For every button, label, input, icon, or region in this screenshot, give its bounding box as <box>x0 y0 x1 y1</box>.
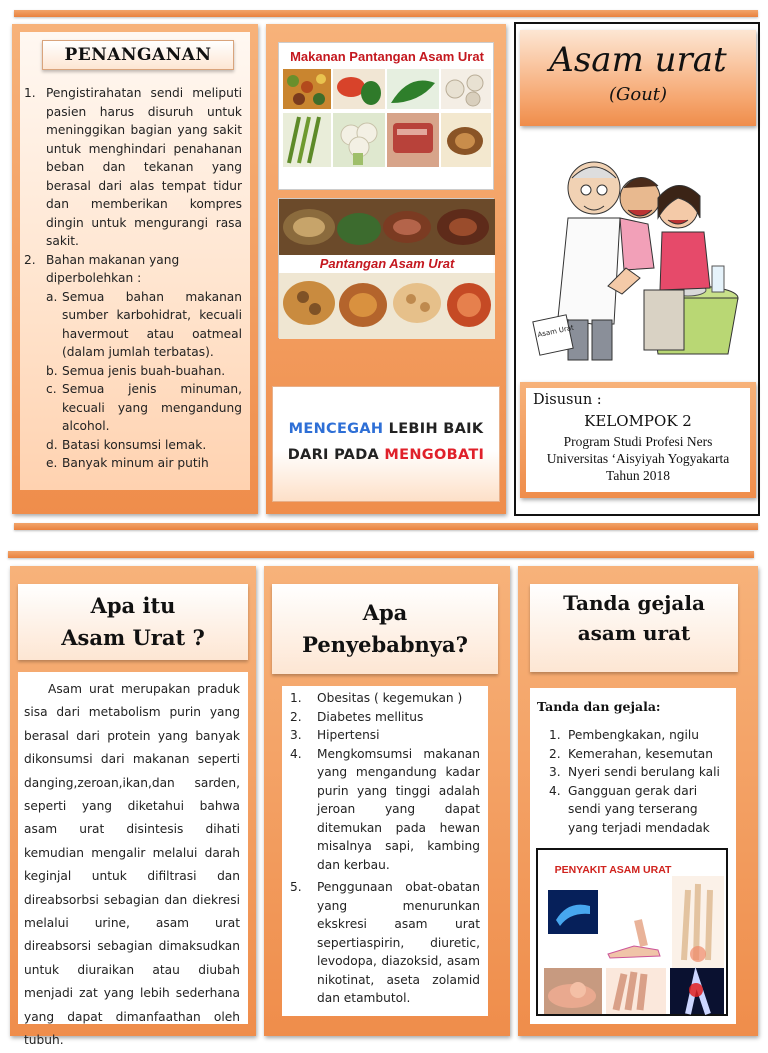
slogan-text <box>272 416 500 468</box>
list-item <box>549 726 731 745</box>
list-text: Nyeri sendi berulang kali <box>568 765 720 779</box>
list-marker: c. <box>46 382 57 396</box>
penyebab-list <box>290 689 480 1008</box>
penanganan-list <box>24 84 242 473</box>
list-item <box>24 251 242 473</box>
gout-cartoon-icon <box>528 148 746 380</box>
list-item <box>290 708 480 727</box>
cover-subtitle: (Gout) <box>608 84 668 105</box>
list-marker: 3. <box>290 728 302 742</box>
apa-itu-paragraph: Asam urat merupakan praduk sisa dari metabolism purin yang berasal dari protein yang banyak dikonsumsi dari makanan seperti danging,zeroan,ikan,dan sarden, seperti yang diketahui bahwa asam urat disintesis dihati kemudian mengalir melalui darah keginjal untuk difiltrasi dan direabsorbsi sebagian dan diekresi melalui urine, asam urat direabsorsi sebagian dimaksudkan untuk diuraikan atau diubah menjadi zat yang lebih sederhana yang dapat dimanfaathan oleh tubuh. <box>24 682 240 1048</box>
gout-disease-image-title: PENYAKIT ASAM URAT <box>554 864 672 876</box>
gejala-list <box>549 726 731 837</box>
apa-itu-title-line-1: Apa itu <box>90 593 176 618</box>
list-item <box>46 362 242 381</box>
list-item <box>46 288 242 362</box>
forbidden-foods-image-top <box>278 42 494 190</box>
list-marker: b. <box>46 363 58 378</box>
list-item <box>46 380 242 436</box>
gejala-title-line-2: asam urat <box>577 621 691 645</box>
list-text: Banyak minum air putih <box>62 456 209 470</box>
gejala-numbered-list <box>549 726 731 837</box>
penanganan-numbered-list <box>24 84 242 473</box>
list-text: Pembengkakan, ngilu <box>568 728 700 742</box>
list-text: Hipertensi <box>317 728 380 742</box>
pantangan-title: Pantangan Asam Urat <box>279 255 495 273</box>
list-text: Pengistirahatan sendi meliputi pasien harus disuruh untuk meninggikan bagian yang sakit untuk menghindari penahanan beban dan tekanan yang berasal dari alas tempat tidur dan memberikan kompres dingin untuk mengurangi rasa sakit. <box>46 86 242 248</box>
list-text: Bahan makanan yang diperbolehkan : <box>46 252 180 285</box>
list-text: Obesitas ( kegemukan ) <box>317 691 463 705</box>
slogan-word-mencegah: MENCEGAH <box>288 421 384 437</box>
credits-program: Program Studi Profesi Ners <box>563 434 713 449</box>
list-item <box>549 745 731 764</box>
list-item <box>46 454 242 473</box>
apa-itu-title-line-2: Asam Urat ? <box>61 625 205 650</box>
gout-photos-icon <box>538 850 730 1018</box>
list-item <box>549 763 731 782</box>
list-marker: e. <box>46 456 58 470</box>
slogan-word-lebih-baik: LEBIH BAIK <box>383 421 484 437</box>
list-item <box>290 878 480 1008</box>
mid-stripe-2 <box>8 551 754 558</box>
credits-disusun: Disusun : <box>533 392 602 408</box>
penyebab-title <box>272 584 498 674</box>
cover-title: Asam urat <box>549 40 727 80</box>
list-marker: d. <box>46 437 58 452</box>
credits-year: Tahun 2018 <box>606 468 670 483</box>
apa-itu-title <box>18 584 248 660</box>
list-text: Diabetes mellitus <box>317 709 424 724</box>
top-stripe <box>14 10 758 17</box>
slogan-line-1 <box>272 416 500 442</box>
credits-university: Universitas ‘Aisyiyah Yogyakarta <box>546 451 730 466</box>
cartoon-sign-text: Asam Urat <box>536 323 575 340</box>
penyebab-title-line-1: Apa <box>362 600 408 625</box>
list-marker: 1. <box>290 691 302 705</box>
list-marker: a. <box>46 289 58 304</box>
list-text: Gangguan gerak dari sendi yang terserang yang terjadi mendadak <box>568 783 710 835</box>
list-text: Semua jenis minuman, kecuali yang mengandung alcohol. <box>62 382 242 433</box>
slogan-line-2 <box>272 442 500 468</box>
penyebab-numbered-list <box>290 689 480 1008</box>
food-collage-icon <box>279 43 495 191</box>
credits-group: KELOMPOK 2 <box>584 412 692 430</box>
mid-stripe-1 <box>14 523 758 530</box>
gout-cartoon-image <box>528 148 746 380</box>
gejala-title <box>530 584 738 672</box>
list-item <box>549 782 731 838</box>
list-marker: 5. <box>290 880 302 894</box>
list-item <box>290 726 480 745</box>
slogan-word-dari-pada: DARI PADA <box>287 447 385 463</box>
list-marker: 2. <box>290 709 302 724</box>
list-text: Batasi konsumsi lemak. <box>62 437 207 452</box>
forbidden-foods-image-bottom <box>278 198 494 338</box>
gout-disease-image <box>536 848 728 1016</box>
list-text: Semua bahan makanan sumber karbohidrat, kecuali havermout atau oatmeal (dalam jumlah terbatas). <box>62 289 242 359</box>
list-marker: 3. <box>549 765 561 779</box>
allowed-food-list <box>46 288 242 473</box>
list-marker: 2. <box>549 746 561 761</box>
list-text: Kemerahan, kesemutan <box>568 746 713 761</box>
list-item <box>24 84 242 251</box>
penanganan-title: PENANGANAN <box>42 40 234 70</box>
list-item <box>290 689 480 708</box>
list-item <box>290 745 480 875</box>
gejala-subheading: Tanda dan gejala: <box>537 699 661 714</box>
list-text: Penggunaan obat-obatan yang menurunkan ekskresi asam urat sepertiaspirin, diuretic, levodopa, diazoksid, asam nikotinat, aseta zolamid dan etambutol. <box>317 880 480 1005</box>
list-text: Mengkomsumsi makanan yang mengandung kadar purin yang tinggi adalah jeroan yang dapat ditemukan pada hewan misalnya sapi, kambing dan kerbau. <box>317 746 480 872</box>
list-item <box>46 436 242 455</box>
penyebab-title-line-2: Penyebabnya? <box>302 632 468 657</box>
list-marker: 4. <box>549 783 561 798</box>
gejala-title-line-1: Tanda gejala <box>563 591 705 615</box>
list-marker: 4. <box>290 746 302 761</box>
forbidden-foods-title: Makanan Pantangan Asam Urat <box>290 49 484 64</box>
list-marker: 2. <box>24 252 36 267</box>
list-text: Semua jenis buah-buahan. <box>62 363 226 378</box>
list-marker: 1. <box>24 86 36 100</box>
list-marker: 1. <box>549 728 561 742</box>
watermark-text: www.herbalobatpenyakit.com <box>408 179 487 185</box>
slogan-word-mengobati: MENGOBATI <box>384 447 485 463</box>
